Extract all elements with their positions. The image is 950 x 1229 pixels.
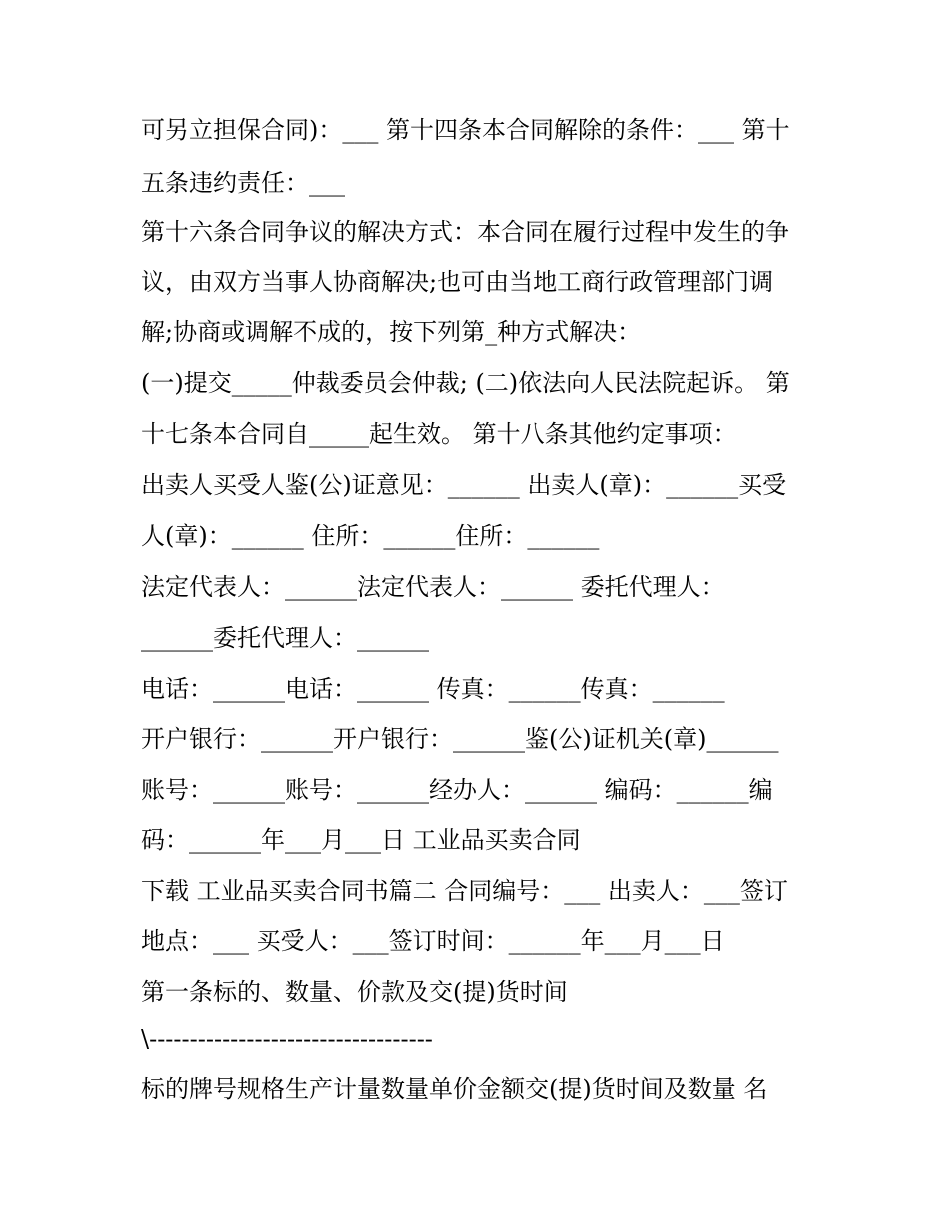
text-line: 法定代表人：______法定代表人：______ 委托代理人： <box>141 573 725 601</box>
text-line: \----------------------------------- <box>141 1025 433 1053</box>
text-line: ______委托代理人：______ <box>141 624 429 652</box>
text-line: 电话：______电话：______ 传真：______传真：______ <box>141 675 725 703</box>
text-line: 标的牌号规格生产计量数量单价金额交(提)货时间及数量 名 <box>141 1075 768 1103</box>
text-line: 十七条本合同自_____起生效。 第十八条其他约定事项： <box>141 420 737 448</box>
text-line: 账号：______账号：______经办人：______ 编码：______编 <box>141 776 773 804</box>
text-line: (一)提交_____仲裁委员会仲裁; (二)依法向人民法院起诉。 第 <box>141 369 790 397</box>
text-line: 地点：___ 买受人：___签订时间：______年___月___日 <box>141 927 725 955</box>
text-line: 出卖人买受人鉴(公)证意见：______ 出卖人(章)：______买受 <box>141 471 787 499</box>
text-line: 人(章)：______ 住所：______住所：______ <box>141 522 600 550</box>
text-line: 五条违约责任：___ <box>141 169 345 197</box>
text-line: 可另立担保合同)：___ 第十四条本合同解除的条件：___ 第十 <box>141 116 790 144</box>
text-line: 码：______年___月___日 工业品买卖合同 <box>141 826 581 854</box>
text-line: 下载 工业品买卖合同书篇二 合同编号：___ 出卖人：___签订 <box>141 877 788 905</box>
text-line: 解;协商或调解不成的，按下列第_种方式解决： <box>141 318 642 346</box>
text-line: 第一条标的、数量、价款及交(提)货时间 <box>141 978 568 1006</box>
text-line: 议，由双方当事人协商解决;也可由当地工商行政管理部门调 <box>141 268 774 296</box>
text-line: 第十六条合同争议的解决方式：本合同在履行过程中发生的争 <box>141 218 789 246</box>
text-line: 开户银行：______开户银行：______鉴(公)证机关(章)______ <box>141 725 779 753</box>
